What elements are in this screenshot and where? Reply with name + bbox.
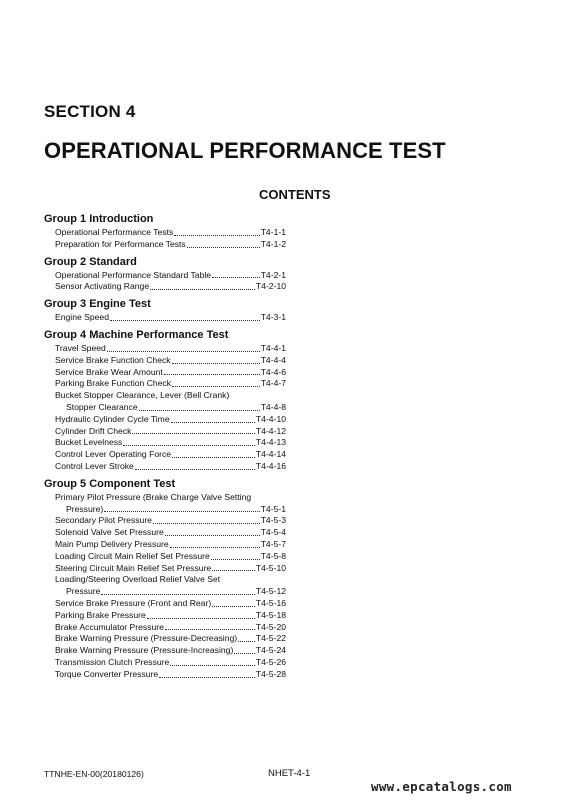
toc-entry[interactable] — [44, 227, 286, 239]
toc-entry-label: Parking Brake Pressure — [55, 609, 146, 620]
dot-leader — [172, 363, 260, 364]
dot-leader — [238, 641, 255, 642]
toc-entry-line: Loading/Steering Overload Relief Valve Set — [55, 574, 221, 585]
toc-entry[interactable] — [44, 449, 286, 461]
toc-entry[interactable] — [44, 669, 286, 681]
footer-doc-code: TTNHE-EN-00(20180126) — [44, 769, 144, 779]
dot-leader — [165, 629, 255, 630]
toc-entry-page: T4-5-12 — [255, 586, 286, 597]
toc-entry-label: Service Brake Function Check — [55, 354, 171, 365]
toc-entry-page: T4-4-14 — [255, 449, 286, 460]
toc-entry[interactable] — [44, 586, 286, 598]
toc-entry-page: T4-4-4 — [260, 354, 286, 365]
dot-leader — [211, 559, 260, 560]
toc-entry[interactable] — [44, 515, 286, 527]
toc-entry-page: T4-1-1 — [260, 227, 286, 237]
toc-entry[interactable] — [44, 645, 286, 657]
toc-entry[interactable] — [44, 367, 286, 379]
toc-entry[interactable] — [44, 270, 286, 282]
toc-entry[interactable] — [44, 610, 286, 622]
toc-entry-page: T4-4-1 — [260, 342, 286, 353]
dot-leader — [104, 511, 259, 512]
dot-leader — [135, 469, 255, 470]
toc-entry[interactable] — [44, 622, 286, 634]
toc-entry[interactable] — [44, 426, 286, 438]
toc-entry-label: Brake Warning Pressure (Pressure-Decreasing) — [55, 633, 238, 644]
dot-leader — [212, 570, 255, 571]
toc-entry-page: T4-4-16 — [255, 460, 286, 471]
toc-entry-page: T4-4-8 — [260, 401, 286, 412]
toc-entry-label: Operational Performance Standard Table — [55, 269, 212, 280]
toc-group-title: Group 1 Introduction — [44, 213, 154, 225]
toc-entry[interactable] — [44, 343, 286, 355]
dot-leader — [165, 535, 260, 536]
toc-entry[interactable] — [44, 281, 286, 293]
toc-entry[interactable] — [44, 657, 286, 669]
toc-group-title: Group 4 Machine Performance Test — [44, 328, 229, 341]
toc-entry-label: Cylinder Drift Check — [55, 425, 132, 436]
toc-entry-label: Service Brake Wear Amount — [55, 366, 163, 377]
toc-group-title: Group 5 Component Test — [44, 477, 176, 490]
toc-group — [44, 297, 286, 324]
toc-entry-label: Pressure) — [66, 503, 104, 514]
toc-group — [44, 328, 286, 473]
toc-group-title: Group 2 Standard — [44, 255, 137, 268]
dot-leader — [187, 247, 260, 248]
dot-leader — [139, 410, 260, 411]
toc-group — [44, 477, 286, 681]
toc-entry-label: Parking Brake Function Check — [55, 378, 172, 389]
toc-entry-page: T4-4-13 — [255, 437, 286, 448]
toc-entry[interactable] — [44, 312, 286, 324]
dot-leader — [159, 677, 255, 678]
toc-entry[interactable] — [44, 598, 286, 610]
toc-entry-label: Stopper Clearance — [66, 401, 138, 412]
toc-entry-page: T4-2-1 — [260, 269, 286, 280]
toc-entry-label: Travel Speed — [55, 342, 106, 353]
dot-leader — [147, 618, 255, 619]
toc-entry-page: T4-5-7 — [260, 538, 286, 549]
toc-entry-page: T4-5-20 — [255, 621, 286, 632]
dot-leader — [107, 351, 260, 352]
toc-entry-page: T4-2-10 — [255, 281, 286, 292]
dot-leader — [170, 547, 260, 548]
contents-heading: CONTENTS — [259, 187, 331, 202]
toc-entry-line: Bucket Stopper Clearance, Lever (Bell Crank) — [55, 390, 230, 401]
toc-entry-label: Solenoid Valve Set Pressure — [55, 527, 164, 538]
table-of-contents — [44, 212, 286, 685]
toc-entry-page: T4-5-10 — [255, 562, 286, 573]
toc-group — [44, 255, 286, 294]
toc-entry-label: Torque Converter Pressure — [55, 668, 159, 679]
toc-entry-page: T4-5-16 — [255, 597, 286, 608]
toc-entry[interactable] — [44, 551, 286, 563]
toc-group-title: Group 3 Engine Test — [44, 298, 151, 311]
footer-page-id: NHET-4-1 — [268, 768, 311, 779]
toc-entry-page: T4-5-28 — [255, 668, 286, 679]
toc-entry-page: T4-4-7 — [260, 378, 286, 389]
toc-entry[interactable] — [44, 504, 286, 516]
toc-entry-page: T4-5-8 — [260, 550, 286, 561]
toc-entry-page: T4-5-1 — [260, 503, 286, 514]
dot-leader — [172, 386, 260, 387]
toc-entry-line: Primary Pilot Pressure (Brake Charge Valve Setting — [55, 491, 252, 502]
dot-leader — [170, 665, 255, 666]
toc-entry[interactable] — [44, 563, 286, 575]
toc-entry-label: Preparation for Performance Tests — [55, 238, 186, 249]
toc-entry-page: T4-4-6 — [260, 366, 286, 377]
dot-leader — [150, 289, 255, 290]
toc-entry[interactable] — [44, 239, 286, 251]
toc-entry-page: T4-5-3 — [260, 515, 286, 526]
toc-entry-label: Pressure — [66, 586, 101, 597]
toc-entry-label: Secondary Pilot Pressure — [55, 515, 152, 526]
dot-leader — [110, 320, 260, 321]
toc-entry[interactable] — [44, 355, 286, 367]
toc-entry[interactable] — [44, 633, 286, 645]
dot-leader — [164, 374, 260, 375]
toc-entry-page: T4-5-24 — [255, 645, 286, 656]
toc-entry-label: Operational Performance Tests — [55, 227, 174, 237]
toc-entry-label: Control Lever Operating Force — [55, 449, 172, 460]
dot-leader — [174, 235, 259, 236]
toc-entry[interactable] — [44, 402, 286, 414]
dot-leader — [171, 422, 255, 423]
toc-entry[interactable] — [44, 527, 286, 539]
dot-leader — [234, 653, 255, 654]
dot-leader — [212, 277, 260, 278]
toc-entry[interactable] — [44, 437, 286, 449]
toc-entry-label: Main Pump Delivery Pressure — [55, 538, 169, 549]
toc-entry[interactable] — [44, 414, 286, 426]
toc-entry-label: Loading Circuit Main Relief Set Pressure — [55, 550, 210, 561]
toc-entry-page: T4-3-1 — [260, 312, 286, 323]
section-label: SECTION 4 — [44, 102, 136, 121]
toc-entry-label: Hydraulic Cylinder Cycle Time — [55, 413, 170, 424]
watermark[interactable]: www.epcatalogs.com — [371, 779, 512, 794]
toc-group — [44, 212, 286, 251]
dot-leader — [172, 457, 255, 458]
toc-entry-label: Steering Circuit Main Relief Set Pressure — [55, 562, 212, 573]
dot-leader — [212, 606, 255, 607]
toc-entry-label: Engine Speed — [55, 312, 109, 323]
toc-entry-page: T4-1-2 — [260, 238, 286, 249]
toc-entry-label: Brake Accumulator Pressure — [55, 621, 164, 632]
toc-entry-page: T4-5-4 — [260, 527, 286, 538]
dot-leader — [132, 433, 254, 434]
toc-entry-label: Transmission Clutch Pressure — [55, 656, 170, 667]
toc-entry-page: T4-5-26 — [255, 656, 286, 667]
dot-leader — [153, 523, 260, 524]
toc-entry[interactable] — [44, 378, 286, 390]
toc-entry[interactable] — [44, 539, 286, 551]
toc-entry-page: T4-5-22 — [255, 633, 286, 644]
toc-entry-label: Service Brake Pressure (Front and Rear) — [55, 597, 212, 608]
dot-leader — [101, 594, 255, 595]
page-title: OPERATIONAL PERFORMANCE TEST — [44, 138, 446, 163]
toc-entry-label: Control Lever Stroke — [55, 460, 134, 471]
toc-entry-label: Brake Warning Pressure (Pressure-Increasing) — [55, 645, 234, 656]
toc-entry[interactable] — [44, 461, 286, 473]
dot-leader — [123, 445, 255, 446]
toc-entry-page: T4-4-10 — [255, 413, 286, 424]
toc-entry-label: Sensor Activating Range — [55, 281, 150, 292]
toc-entry-page: T4-4-12 — [255, 425, 286, 436]
toc-entry-page: T4-5-18 — [255, 609, 286, 620]
toc-entry-label: Bucket Levelness — [55, 437, 123, 448]
